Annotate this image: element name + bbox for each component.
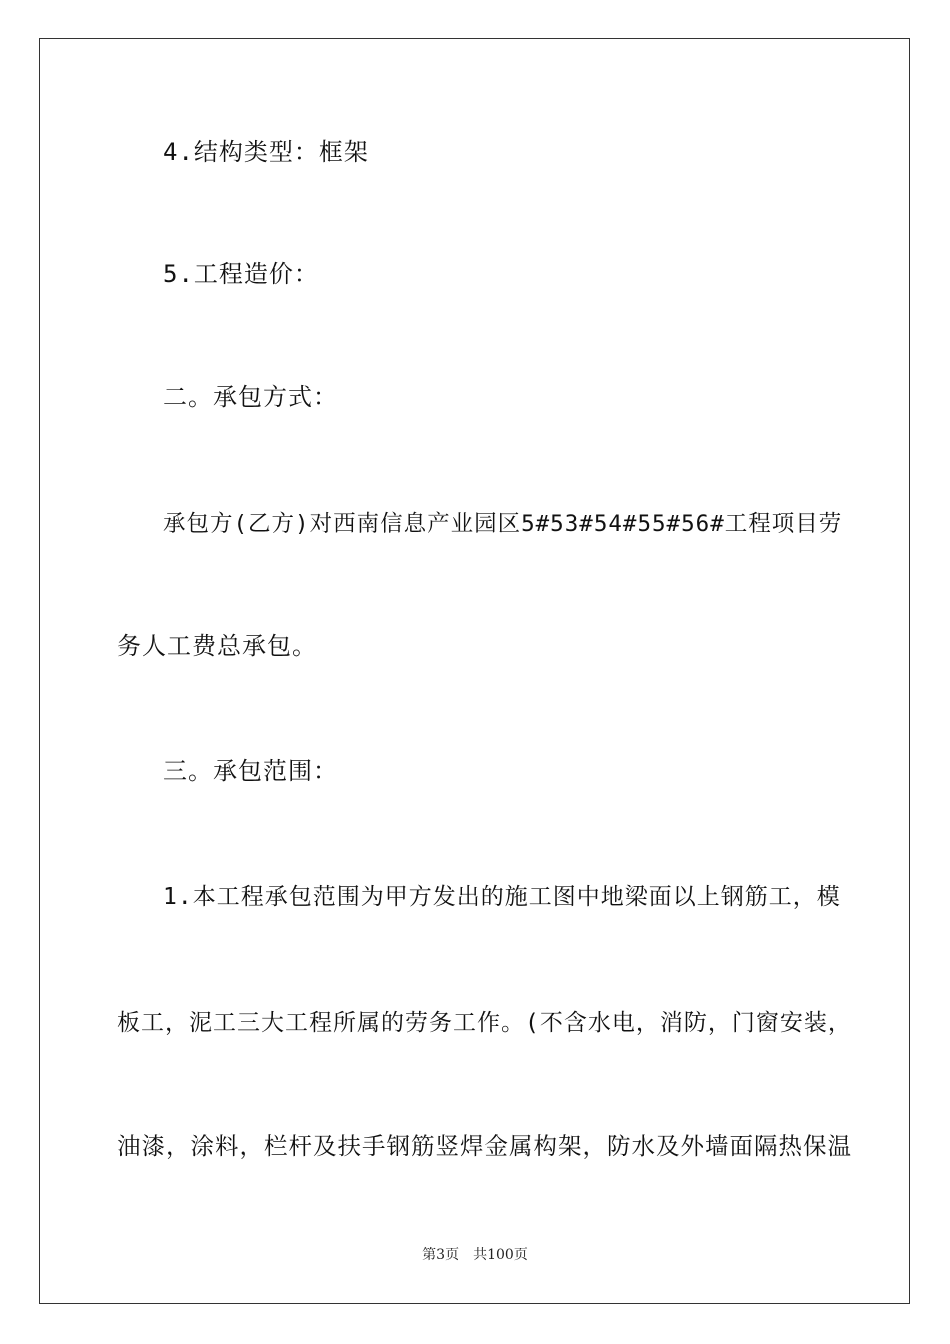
page-total: 共100页 (473, 1247, 528, 1263)
page-number: 第3页 (422, 1247, 460, 1263)
section-heading-contract-method: 二。承包方式： (163, 383, 338, 411)
paragraph-structure-type: 4.结构类型：框架 (163, 138, 369, 166)
paragraph-scope-line-1: 1.本工程承包范围为甲方发出的施工图中地梁面以上钢筋工，模 (163, 884, 841, 910)
section-heading-contract-scope: 三。承包范围： (163, 757, 338, 785)
page-footer (0, 1246, 950, 1264)
page-border (39, 38, 910, 1304)
paragraph-contract-method-line-1: 承包方(乙方)对西南信息产业园区5#53#54#55#56#工程项目劳 (163, 511, 843, 537)
paragraph-scope-line-3: 油漆，涂料，栏杆及扶手钢筋竖焊金属构架，防水及外墙面隔热保温 (117, 1132, 852, 1160)
paragraph-project-cost: 5.工程造价： (163, 260, 319, 288)
paragraph-scope-line-2: 板工，泥工三大工程所属的劳务工作。(不含水电，消防，门窗安装， (117, 1010, 852, 1036)
paragraph-contract-method-line-2: 务人工费总承包。 (117, 632, 317, 660)
